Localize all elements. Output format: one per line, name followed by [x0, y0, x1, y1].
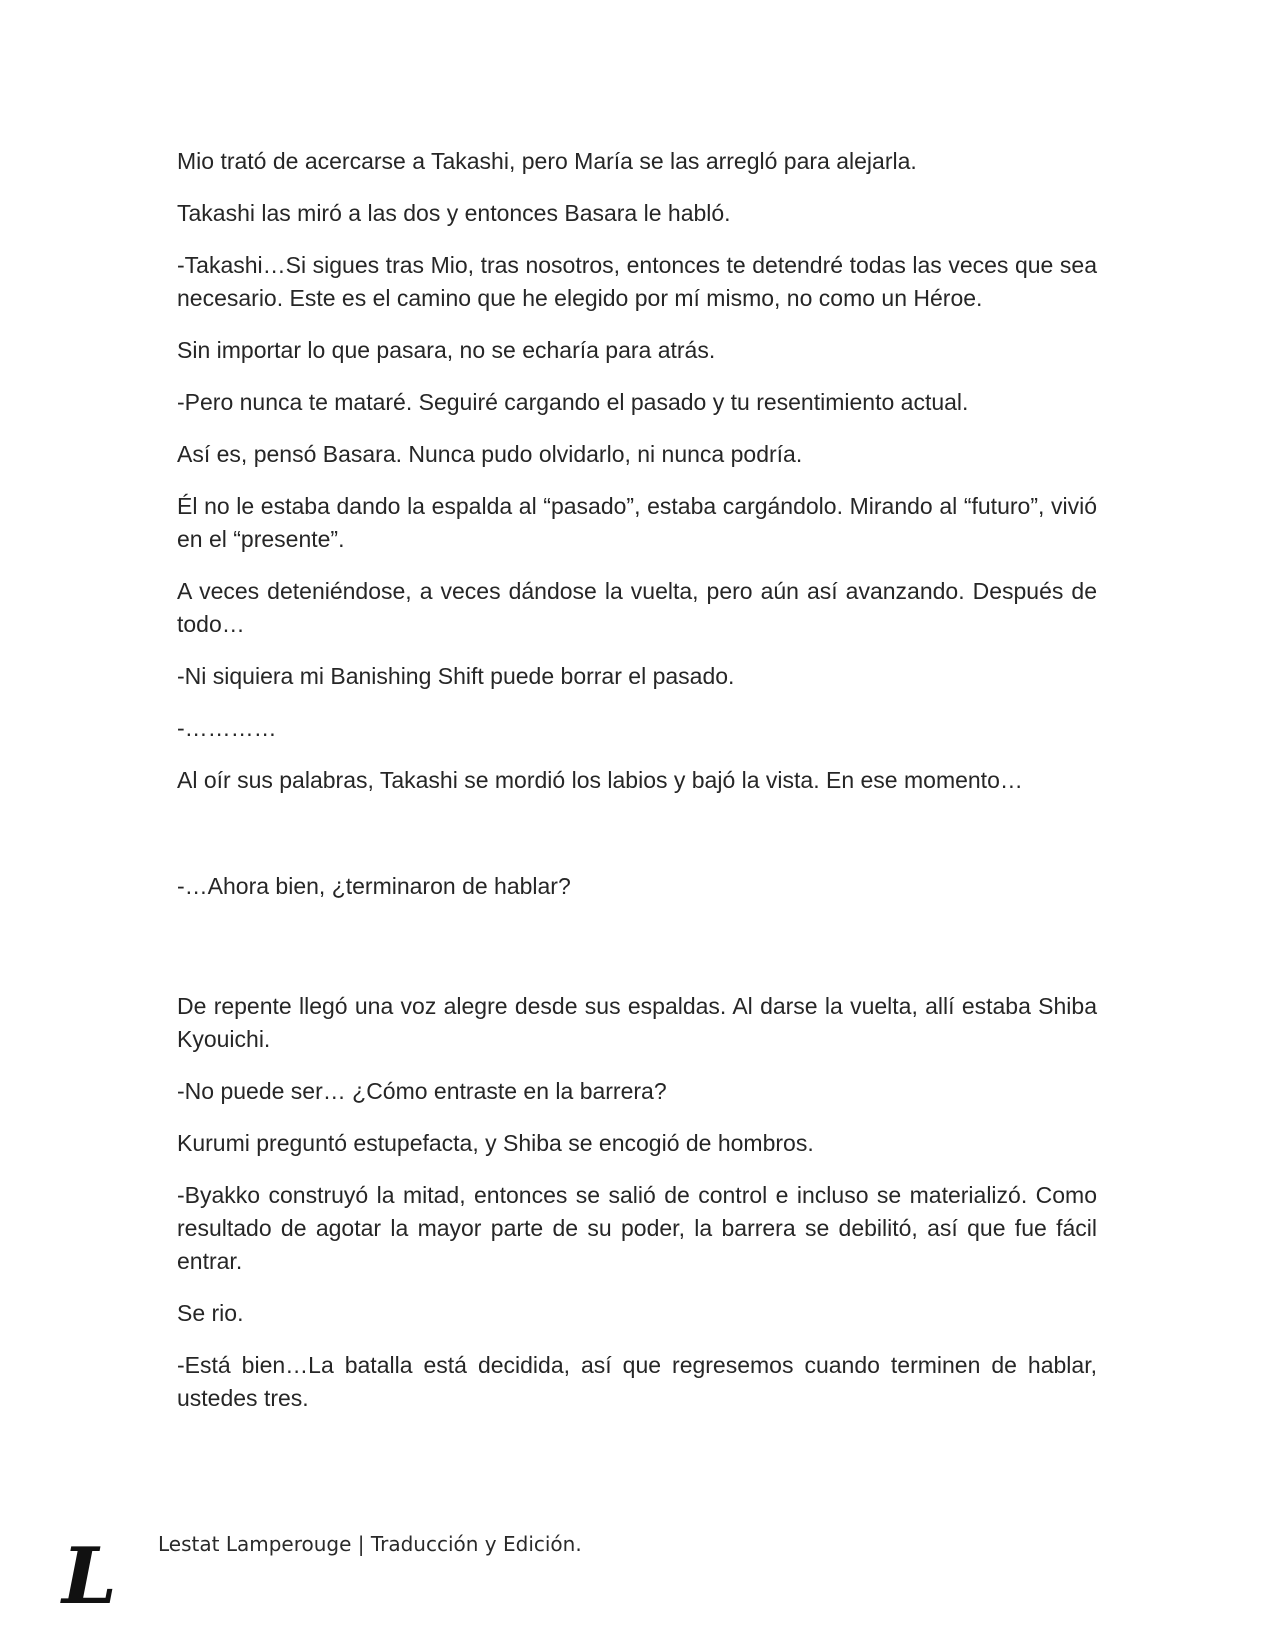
paragraph-11: Al oír sus palabras, Takashi se mordió los labios y bajó la vista. En ese momento… [177, 767, 1023, 793]
paragraph-14: -No puede ser… ¿Cómo entraste en la barrera? [177, 1078, 667, 1104]
paragraph-2: Takashi las miró a las dos y entonces Basara le habló. [177, 200, 731, 226]
paragraph-8: A veces deteniéndose, a veces dándose la vuelta, pero aún así avanzando. Después de todo… [177, 578, 1097, 637]
paragraph-5: -Pero nunca te mataré. Seguiré cargando el pasado y tu resentimiento actual. [177, 389, 969, 415]
translator-credit: Lestat Lamperouge | Traducción y Edición. [158, 1532, 582, 1556]
paragraph-13: De repente llegó una voz alegre desde sus espaldas. Al darse la vuelta, allí estaba Shiba Kyouichi. [177, 993, 1097, 1052]
paragraph-12: -…Ahora bien, ¿terminaron de hablar? [177, 873, 571, 899]
paragraph-10: -………… [177, 715, 277, 741]
paragraph-1: Mio trató de acercarse a Takashi, pero María se las arregló para alejarla. [177, 148, 917, 174]
paragraph-18: -Está bien…La batalla está decidida, así que regresemos cuando terminen de hablar, ustedes tres. [177, 1352, 1097, 1411]
document-body [177, 145, 1097, 1434]
paragraph-16: -Byakko construyó la mitad, entonces se salió de control e incluso se materializó. Como resultado de agotar la mayor parte de su poder, la barrera se debilitó, así que fue fácil entrar. [177, 1182, 1097, 1274]
paragraph-17: Se rio. [177, 1300, 244, 1326]
paragraph-6: Así es, pensó Basara. Nunca pudo olvidarlo, ni nunca podría. [177, 441, 803, 467]
paragraph-4: Sin importar lo que pasara, no se echaría para atrás. [177, 337, 716, 363]
gothic-l-logo-icon: L [62, 1531, 117, 1622]
paragraph-7: Él no le estaba dando la espalda al “pasado”, estaba cargándolo. Mirando al “futuro”, vivió en el “presente”. [177, 493, 1097, 552]
page-footer [62, 1530, 762, 1622]
paragraph-9: -Ni siquiera mi Banishing Shift puede borrar el pasado. [177, 663, 735, 689]
paragraph-3: -Takashi…Si sigues tras Mio, tras nosotros, entonces te detendré todas las veces que sea necesario. Este es el camino que he elegido por mí mismo, no como un Héroe. [177, 252, 1097, 311]
paragraph-15: Kurumi preguntó estupefacta, y Shiba se encogió de hombros. [177, 1130, 814, 1156]
